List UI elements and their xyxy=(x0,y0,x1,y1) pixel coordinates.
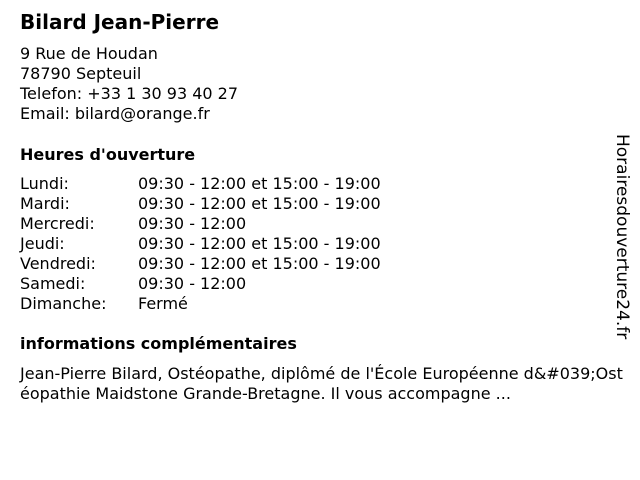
phone-number: Telefon: +33 1 30 93 40 27 xyxy=(20,84,239,103)
hours-row xyxy=(20,234,440,254)
hours-row xyxy=(20,174,440,194)
city-address: 78790 Septeuil xyxy=(20,64,142,83)
day-label: Dimanche: xyxy=(20,294,107,313)
hours-table xyxy=(20,174,440,314)
time-value: 09:30 - 12:00 et 15:00 - 19:00 xyxy=(138,254,381,273)
day-label: Samedi: xyxy=(20,274,86,293)
street-address: 9 Rue de Houdan xyxy=(20,44,158,63)
email-address: Email: bilard@orange.fr xyxy=(20,104,210,123)
contact-block xyxy=(20,44,238,124)
time-value: 09:30 - 12:00 xyxy=(138,214,247,233)
time-value: 09:30 - 12:00 xyxy=(138,274,247,293)
hours-row xyxy=(20,214,440,234)
business-name: Bilard Jean-Pierre xyxy=(20,10,220,34)
site-watermark: Horairesdouverture24.fr xyxy=(612,134,632,340)
time-value: 09:30 - 12:00 et 15:00 - 19:00 xyxy=(138,174,381,193)
day-label: Lundi: xyxy=(20,174,69,193)
hours-row xyxy=(20,294,440,314)
hours-row xyxy=(20,254,440,274)
day-label: Mardi: xyxy=(20,194,70,213)
day-label: Jeudi: xyxy=(20,234,65,253)
info-text: Jean-Pierre Bilard, Ostéopathe, diplômé de l'École Européenne d&#039;Ostéopathie Maidstone Grande-Bretagne. Il vous accompagne ... xyxy=(20,364,623,403)
hours-row xyxy=(20,194,440,214)
day-label: Vendredi: xyxy=(20,254,96,273)
hours-heading: Heures d'ouverture xyxy=(20,145,196,164)
time-value: 09:30 - 12:00 et 15:00 - 19:00 xyxy=(138,194,381,213)
hours-row xyxy=(20,274,440,294)
time-value: Fermé xyxy=(138,294,188,313)
day-label: Mercredi: xyxy=(20,214,95,233)
time-value: 09:30 - 12:00 et 15:00 - 19:00 xyxy=(138,234,381,253)
info-heading: informations complémentaires xyxy=(20,334,297,353)
